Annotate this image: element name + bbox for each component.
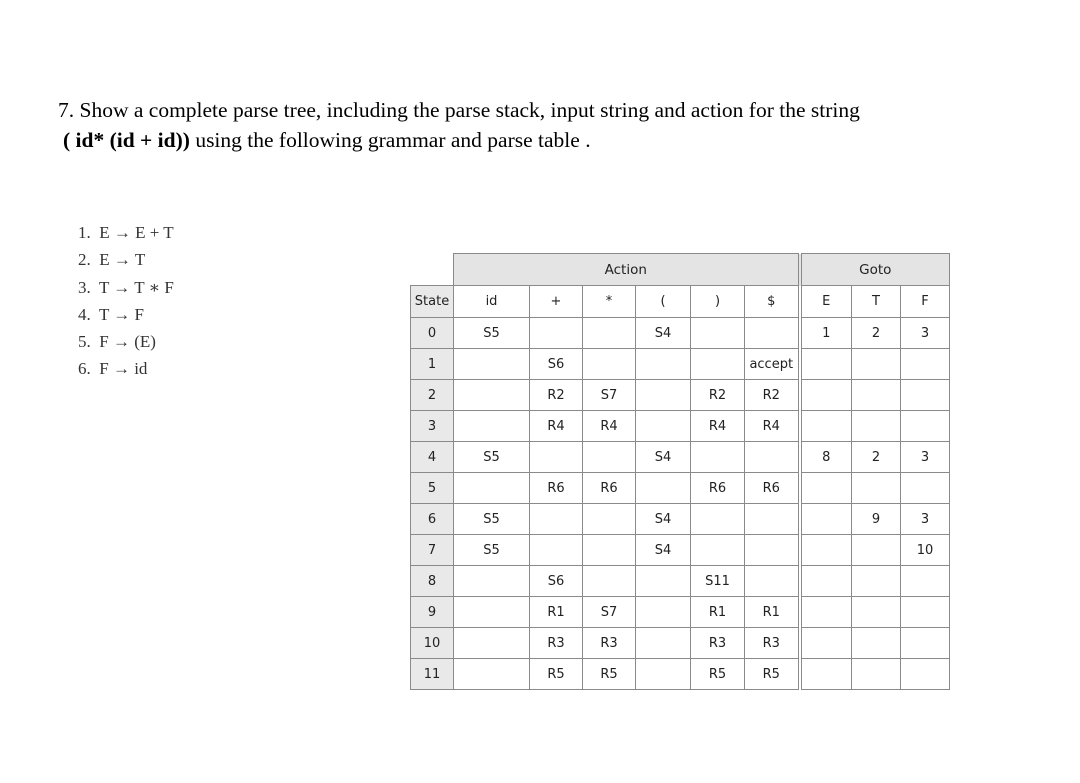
state-cell: 10 bbox=[411, 628, 454, 659]
goto-cell bbox=[901, 628, 950, 659]
goto-cell bbox=[800, 411, 852, 442]
table-row bbox=[411, 597, 950, 628]
action-cell bbox=[745, 442, 800, 473]
action-cell: S4 bbox=[636, 318, 691, 349]
grammar-rule: 1. E → E + T bbox=[78, 223, 174, 242]
input-string: ( id* (id + id)) bbox=[63, 128, 190, 152]
action-cell: S5 bbox=[454, 535, 530, 566]
table-row bbox=[411, 380, 950, 411]
action-cell bbox=[530, 318, 583, 349]
goto-cell bbox=[800, 659, 852, 690]
table-row bbox=[411, 349, 950, 380]
action-cell bbox=[583, 318, 636, 349]
action-cell: R3 bbox=[745, 628, 800, 659]
goto-cell bbox=[852, 659, 901, 690]
action-cell bbox=[745, 535, 800, 566]
goto-cell bbox=[800, 380, 852, 411]
action-cell: S7 bbox=[583, 380, 636, 411]
question-prompt: 7. Show a complete parse tree, including the parse stack, input string and action for the string bbox=[58, 98, 860, 122]
action-cell: R5 bbox=[583, 659, 636, 690]
table-row bbox=[411, 473, 950, 504]
question-rest: using the following grammar and parse table . bbox=[189, 128, 591, 152]
goto-cell bbox=[901, 380, 950, 411]
goto-cell bbox=[800, 473, 852, 504]
state-cell: 0 bbox=[411, 318, 454, 349]
action-cell: R3 bbox=[530, 628, 583, 659]
goto-column-header: E bbox=[800, 286, 852, 318]
grammar-rules bbox=[78, 219, 174, 383]
question-line-2 bbox=[58, 125, 1018, 155]
table-row bbox=[411, 318, 950, 349]
grammar-rule: 6. F → id bbox=[78, 359, 148, 379]
goto-cell bbox=[901, 411, 950, 442]
action-cell: R6 bbox=[745, 473, 800, 504]
action-cell bbox=[583, 566, 636, 597]
action-column-header: id bbox=[454, 286, 530, 318]
goto-cell bbox=[852, 628, 901, 659]
corner-cell bbox=[411, 254, 454, 286]
grammar-rule: 5. F → (E) bbox=[78, 332, 156, 352]
table-row bbox=[411, 442, 950, 473]
action-cell: R3 bbox=[583, 628, 636, 659]
action-cell: R2 bbox=[691, 380, 745, 411]
action-cell bbox=[583, 349, 636, 380]
action-header: Action bbox=[454, 254, 800, 286]
action-cell bbox=[745, 566, 800, 597]
action-cell bbox=[636, 628, 691, 659]
table-row bbox=[411, 659, 950, 690]
action-cell bbox=[691, 442, 745, 473]
state-cell: 4 bbox=[411, 442, 454, 473]
question-text bbox=[58, 95, 1018, 155]
action-cell: R2 bbox=[745, 380, 800, 411]
goto-cell: 3 bbox=[901, 318, 950, 349]
action-cell bbox=[530, 442, 583, 473]
action-cell bbox=[636, 566, 691, 597]
goto-cell bbox=[800, 504, 852, 535]
action-cell: R5 bbox=[530, 659, 583, 690]
action-cell bbox=[454, 380, 530, 411]
action-cell: S4 bbox=[636, 535, 691, 566]
goto-cell bbox=[800, 566, 852, 597]
action-column-header: ( bbox=[636, 286, 691, 318]
action-column-header: + bbox=[530, 286, 583, 318]
action-column-header: * bbox=[583, 286, 636, 318]
table-row bbox=[411, 504, 950, 535]
parse-table bbox=[410, 253, 950, 690]
action-cell: R1 bbox=[745, 597, 800, 628]
goto-cell bbox=[852, 473, 901, 504]
table-row bbox=[411, 411, 950, 442]
action-cell bbox=[745, 504, 800, 535]
goto-cell bbox=[852, 411, 901, 442]
action-cell bbox=[583, 504, 636, 535]
state-cell: 8 bbox=[411, 566, 454, 597]
action-cell: R5 bbox=[691, 659, 745, 690]
table-row bbox=[411, 628, 950, 659]
action-cell bbox=[454, 411, 530, 442]
goto-cell bbox=[852, 566, 901, 597]
goto-cell bbox=[852, 597, 901, 628]
action-cell bbox=[454, 628, 530, 659]
goto-cell bbox=[852, 380, 901, 411]
state-cell: 3 bbox=[411, 411, 454, 442]
goto-cell bbox=[901, 349, 950, 380]
goto-cell: 9 bbox=[852, 504, 901, 535]
state-cell: 9 bbox=[411, 597, 454, 628]
goto-cell bbox=[800, 535, 852, 566]
grammar-rule: 2. E → T bbox=[78, 250, 146, 270]
goto-column-header: T bbox=[852, 286, 901, 318]
action-cell: R6 bbox=[530, 473, 583, 504]
action-cell: R1 bbox=[691, 597, 745, 628]
grammar-rule: 4. T → F bbox=[78, 304, 144, 324]
action-cell: R4 bbox=[530, 411, 583, 442]
action-cell: S5 bbox=[454, 318, 530, 349]
action-cell bbox=[530, 535, 583, 566]
goto-cell: 3 bbox=[901, 442, 950, 473]
state-cell: 7 bbox=[411, 535, 454, 566]
state-cell: 5 bbox=[411, 473, 454, 504]
action-cell: accept bbox=[745, 349, 800, 380]
action-cell bbox=[691, 504, 745, 535]
action-cell: R6 bbox=[691, 473, 745, 504]
goto-cell bbox=[901, 597, 950, 628]
goto-cell: 1 bbox=[800, 318, 852, 349]
action-cell: R5 bbox=[745, 659, 800, 690]
action-cell: S5 bbox=[454, 504, 530, 535]
action-cell bbox=[530, 504, 583, 535]
state-cell: 11 bbox=[411, 659, 454, 690]
goto-cell bbox=[800, 628, 852, 659]
goto-cell: 8 bbox=[800, 442, 852, 473]
action-cell: R1 bbox=[530, 597, 583, 628]
action-cell: R3 bbox=[691, 628, 745, 659]
state-header: State bbox=[411, 286, 454, 318]
state-cell: 2 bbox=[411, 380, 454, 411]
goto-cell bbox=[852, 535, 901, 566]
action-column-header: $ bbox=[745, 286, 800, 318]
action-cell bbox=[636, 659, 691, 690]
action-cell: R4 bbox=[691, 411, 745, 442]
goto-cell bbox=[901, 473, 950, 504]
goto-cell bbox=[800, 349, 852, 380]
action-cell: S5 bbox=[454, 442, 530, 473]
goto-cell bbox=[800, 597, 852, 628]
action-cell: S4 bbox=[636, 442, 691, 473]
action-cell bbox=[691, 535, 745, 566]
table-row bbox=[411, 535, 950, 566]
action-cell: S11 bbox=[691, 566, 745, 597]
action-cell bbox=[636, 597, 691, 628]
action-cell: R2 bbox=[530, 380, 583, 411]
table-row bbox=[411, 566, 950, 597]
question-line-1 bbox=[58, 95, 1018, 125]
action-cell bbox=[454, 566, 530, 597]
goto-cell: 3 bbox=[901, 504, 950, 535]
action-cell: R4 bbox=[583, 411, 636, 442]
grammar-rule: 3. T → T ∗ F bbox=[78, 277, 174, 297]
state-cell: 1 bbox=[411, 349, 454, 380]
goto-cell: 10 bbox=[901, 535, 950, 566]
action-cell bbox=[691, 318, 745, 349]
action-column-header: ) bbox=[691, 286, 745, 318]
goto-cell bbox=[852, 349, 901, 380]
action-cell bbox=[691, 349, 745, 380]
action-cell bbox=[745, 318, 800, 349]
action-cell bbox=[454, 349, 530, 380]
action-cell: S7 bbox=[583, 597, 636, 628]
action-cell: R6 bbox=[583, 473, 636, 504]
action-cell bbox=[636, 380, 691, 411]
action-cell bbox=[583, 535, 636, 566]
action-cell bbox=[454, 597, 530, 628]
action-cell: S6 bbox=[530, 566, 583, 597]
goto-cell: 2 bbox=[852, 442, 901, 473]
state-cell: 6 bbox=[411, 504, 454, 535]
goto-header: Goto bbox=[800, 254, 950, 286]
goto-column-header: F bbox=[901, 286, 950, 318]
goto-cell bbox=[901, 566, 950, 597]
action-cell bbox=[636, 349, 691, 380]
action-cell: R4 bbox=[745, 411, 800, 442]
action-cell: S6 bbox=[530, 349, 583, 380]
action-cell: S4 bbox=[636, 504, 691, 535]
action-cell bbox=[636, 411, 691, 442]
action-cell bbox=[636, 473, 691, 504]
action-cell bbox=[454, 473, 530, 504]
goto-cell bbox=[901, 659, 950, 690]
action-cell bbox=[454, 659, 530, 690]
goto-cell: 2 bbox=[852, 318, 901, 349]
action-cell bbox=[583, 442, 636, 473]
